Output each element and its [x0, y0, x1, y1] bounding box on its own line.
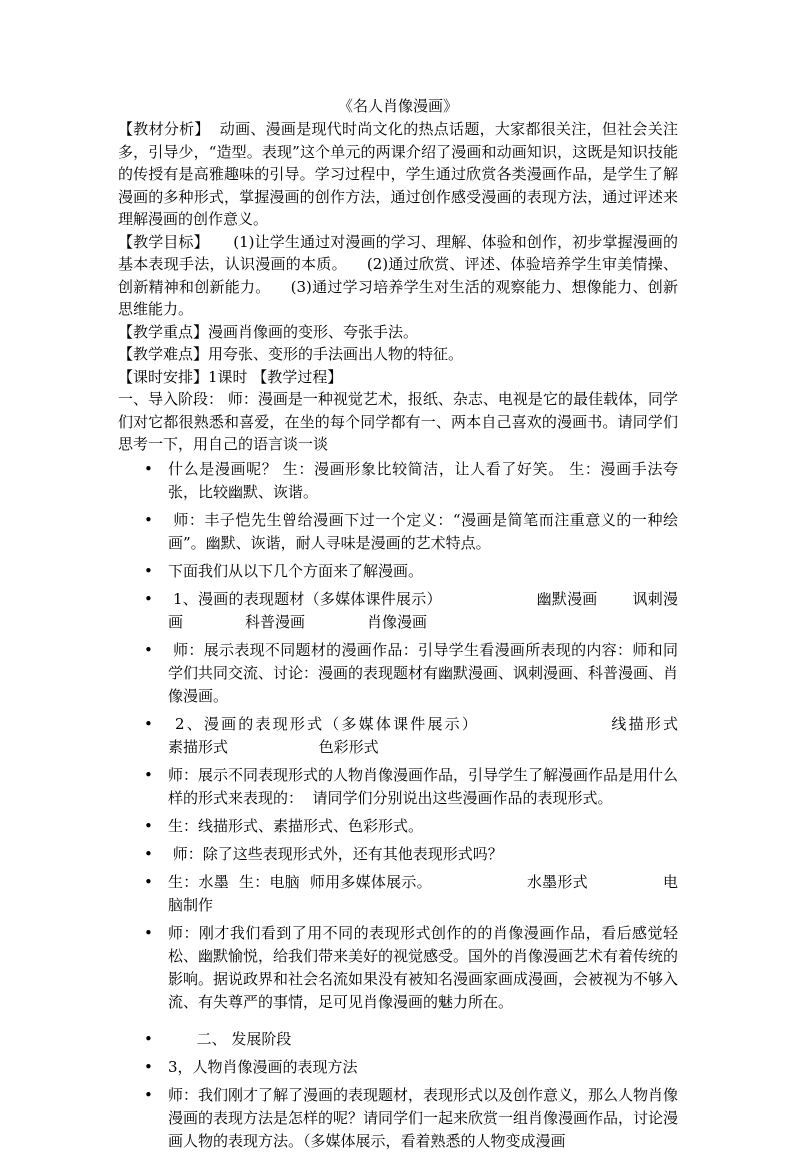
- bullet-icon: •: [144, 561, 153, 580]
- paragraph-key-points: 【教学重点】漫画肖像画的变形、夸张手法。: [118, 322, 419, 341]
- list-item: [118, 764, 678, 810]
- bullet-icon: •: [144, 844, 153, 863]
- bullet-icon: •: [144, 816, 153, 835]
- list-item: [118, 713, 769, 759]
- list-item-text: 师：刚才我们看到了用不同的表现形式创作的的肖像漫画作品，看后感觉轻松、幽默愉悦，给我们带来美好的视觉感受。国外的肖像漫画艺术有着传统的影响。据说政界和社会名流如果没有被知名漫画家画成漫画，会被视为不够入流、有失尊严的事情，足可见肖像漫画的魅力所在。: [168, 923, 679, 1011]
- bullet-icon: •: [144, 510, 153, 529]
- list-item: [118, 871, 678, 917]
- list-item: [118, 1056, 678, 1079]
- paragraph-intro-stage: 一、导入阶段： 师：漫画是一种视觉艺术，报纸、杂志、电视是它的最佳载体，同学们对它都很熟悉和喜爱，在坐的每个同学都有一、两本自己喜欢的漫画书。请同学们思考一下，用自己的语言谈一谈: [118, 390, 678, 453]
- bullet-icon: •: [144, 459, 153, 478]
- list-item-text: 师：展示表现不同题材的漫画作品：引导学生看漫画所表现的内容：师和同学们共同交流、讨论：漫画的表现题材有幽默漫画、讽刺漫画、科普漫画、肖像漫画。: [168, 640, 679, 705]
- list-item-text: 师：除了这些表现形式外，还有其他表现形式吗？: [168, 844, 503, 863]
- list-item-text: 2、漫画的表现形式（多媒体课件展示） 线描形式 素描形式 色彩形式: [168, 714, 769, 756]
- list-item: [118, 922, 678, 1014]
- list-item-text: 师：丰子恺先生曾给漫画下过一个定义：“漫画是简笔而注重意义的一种绘画”。幽默、诙谐，耐人寻味是漫画的艺术特点。: [168, 510, 678, 552]
- paragraph-schedule: 【课时安排】1课时 【教学过程】: [118, 367, 343, 386]
- list-item-text: 生：线描形式、素描形式、色彩形式。: [168, 816, 424, 835]
- list-item-text: 生：水墨 生：电脑 师用多媒体展示。 水墨形式 电脑制作: [168, 872, 678, 914]
- bullet-icon: •: [144, 1029, 153, 1048]
- list-item: [118, 843, 678, 866]
- list-item: [118, 588, 678, 634]
- paragraph-teaching-goals: 【教学目标】 (1)让学生通过对漫画的学习、理解、体验和创作，初步掌握漫画的基本表现手法，认识漫画的本质。 (2)通过欣赏、评述、体验培养学生审美情操、创新精神和创新能力。 (3)通过学习培养学生对生活的观察能力、想像能力、创新思维能力。: [118, 232, 678, 318]
- bullet-icon: •: [144, 872, 153, 891]
- paragraph-textbook-analysis: 【教材分析】 动画、漫画是现代时尚文化的热点话题，大家都很关注，但社会关注多，引导少，“造型。表现”这个单元的两课介绍了漫画和动画知识，这既是知识技能的传授有是高雅趣味的引导。学习过程中，学生通过欣赏各类漫画作品，是学生了解漫画的多种形式，掌握漫画的创作方法，通过创作感受漫画的表现方法，通过评述来理解漫画的创作意义。: [118, 120, 678, 228]
- list-item: [118, 509, 678, 555]
- list-item: [118, 458, 678, 504]
- list-item: [118, 1028, 678, 1051]
- list-item-text: 下面我们从以下几个方面来了解漫画。: [168, 561, 424, 580]
- bullet-list: [118, 458, 769, 1153]
- bullet-icon: •: [144, 640, 153, 659]
- bullet-icon: •: [144, 714, 153, 733]
- list-item-text: 1、漫画的表现题材（多媒体课件展示） 幽默漫画 讽刺漫画 科普漫画 肖像漫画: [168, 589, 678, 631]
- bullet-icon: •: [144, 765, 153, 784]
- bullet-icon: •: [144, 1057, 153, 1076]
- bullet-icon: •: [144, 1085, 153, 1104]
- list-item: [118, 815, 678, 838]
- document-page: [118, 94, 769, 1158]
- list-item: [118, 639, 678, 708]
- list-item-text: 师：我们刚才了解了漫画的表现题材，表现形式以及创作意义，那么人物肖像漫画的表现方法是怎样的呢？请同学们一起来欣赏一组肖像漫画作品，讨论漫画人物的表现方法。（多媒体展示，看着熟悉的人物变成漫画: [168, 1085, 679, 1150]
- section-heading-development: 二、 发展阶段: [168, 1029, 292, 1048]
- list-item-text: 师：展示不同表现形式的人物肖像漫画作品，引导学生了解漫画作品是用什么样的形式来表现的： 请同学们分别说出这些漫画作品的表现形式。: [168, 765, 679, 807]
- bullet-icon: •: [144, 923, 153, 942]
- paragraph-difficulties: 【教学难点】用夸张、变形的手法画出人物的特征。: [118, 345, 464, 363]
- list-item: [118, 560, 678, 583]
- list-item-text: 什么是漫画呢？ 生：漫画形象比较简洁，让人看了好笑。 生：漫画手法夸张，比较幽默、诙谐。: [168, 459, 678, 501]
- list-item: [118, 1084, 678, 1153]
- document-title: 《名人肖像漫画》: [337, 97, 458, 115]
- bullet-icon: •: [144, 589, 153, 608]
- list-item-text: 3，人物肖像漫画的表现方法: [168, 1057, 358, 1076]
